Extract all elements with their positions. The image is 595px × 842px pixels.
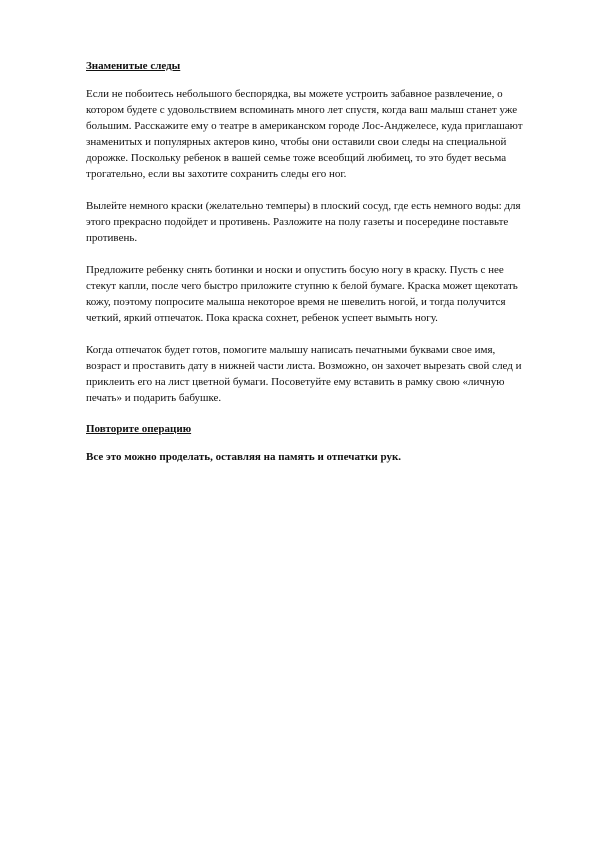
paragraph-footprint: Предложите ребенку снять ботинки и носки и опустить босую ногу в краску. Пусть с нее стекут капли, после чего быстро приложите ступню к белой бумаге. Краска может щекотать кожу, поэтому попросите малыша некоторое время не шевелить ногой, и тогда получится четкий, яркий отпечаток. Пока краска сохнет, ребенок успеет вымыть ногу. <box>86 264 518 324</box>
document-body <box>86 59 526 481</box>
paragraph-paint: Вылейте немного краски (желательно темперы) в плоский сосуд, где есть немного воды: для этого прекрасно подойдет и противень. Разложите на полу газеты и посередине поставьте противень. <box>86 200 521 244</box>
paragraph-intro: Если не побоитесь небольшого беспорядка, вы можете устроить забавное развлечение, о котором будете с удовольствием вспоминать много лет спустя, когда ваш малыш станет уже большим. Расскажите ему о театре в американском городе Лос-Анджелесе, куда приглашают знаменитых и популярных актеров кино, чтобы они оставили свои следы на специальной дорожке. Поскольку ребенок в вашей семье тоже всеобщий любимец, то это будет весьма трогательно, если вы захотите сохранить следы его ног. <box>86 88 523 180</box>
document-subheading: Повторите операцию <box>86 423 192 435</box>
paragraph-final: Все это можно проделать, оставляя на память и отпечатки рук. <box>86 451 402 463</box>
document-title: Знаменитые следы <box>86 60 181 72</box>
paragraph-finishing: Когда отпечаток будет готов, помогите малышу написать печатными буквами свое имя, возраст и проставить дату в нижней части листа. Возможно, он захочет вырезать свой след и приклеить его на лист цветной бумаги. Посоветуйте ему вставить в рамку свою «личную печать» и подарить бабушке. <box>86 344 522 404</box>
